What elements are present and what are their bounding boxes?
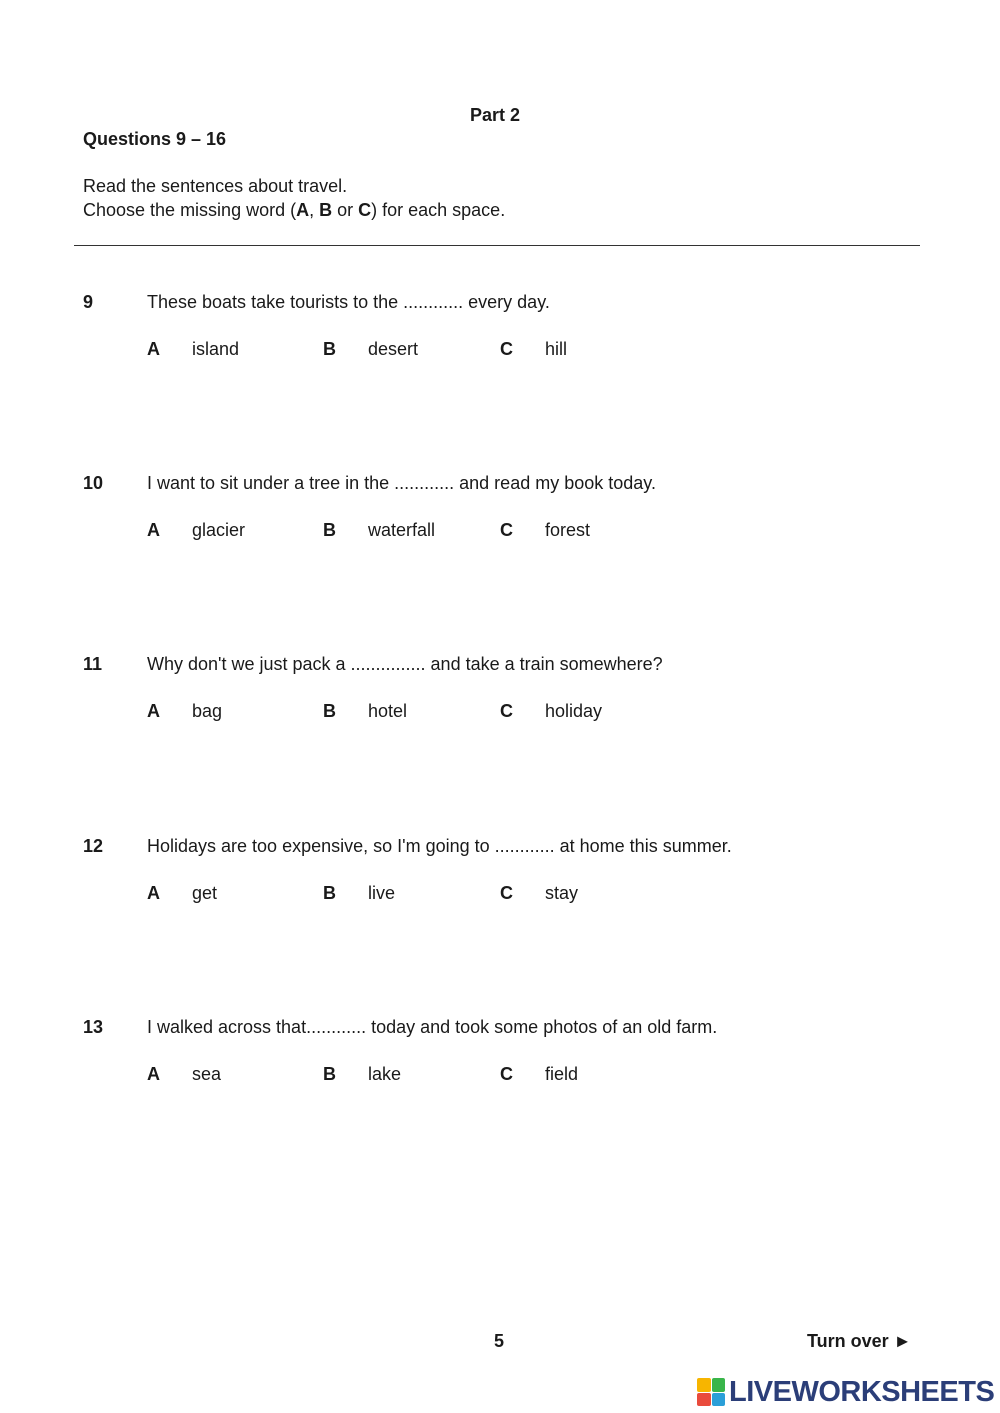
- question-number: 11: [83, 654, 103, 674]
- option-text: lake: [368, 1064, 402, 1084]
- question-text: These boats take tourists to the ............ every day.: [147, 292, 550, 312]
- instruction-text: ,: [309, 200, 320, 220]
- option-text: holiday: [545, 701, 603, 721]
- questions-range: Questions 9 – 16: [83, 129, 227, 149]
- question-number: 12: [83, 836, 104, 856]
- option-text: waterfall: [368, 520, 436, 540]
- option-letter: C: [500, 520, 513, 540]
- option-b-ref: B: [319, 200, 333, 220]
- option-letter: B: [323, 701, 336, 721]
- instruction-text: or: [332, 200, 359, 220]
- logo-text: LIVEWORKSHEETS: [729, 1375, 995, 1408]
- question-text: Why don't we just pack a ............... and take a train somewhere?: [147, 654, 663, 674]
- option-letter: C: [500, 701, 513, 721]
- instruction-text: ) for each space.: [371, 200, 506, 220]
- option-letter: B: [323, 339, 336, 359]
- option-letter: B: [323, 1064, 336, 1084]
- instruction-line-2: [83, 200, 505, 221]
- logo-square: [697, 1393, 711, 1407]
- part-title: Part 2: [469, 105, 521, 125]
- option-letter: C: [500, 1064, 513, 1084]
- option-letter: A: [147, 883, 160, 903]
- question-number: 9: [83, 292, 94, 312]
- option-letter: A: [147, 1064, 160, 1084]
- option-text: stay: [545, 883, 579, 903]
- turn-over-label: Turn over ►: [807, 1331, 912, 1351]
- question-text: I walked across that............ today and took some photos of an old farm.: [147, 1017, 718, 1037]
- option-text: hotel: [368, 701, 408, 721]
- logo-square: [712, 1378, 726, 1392]
- option-letter: B: [323, 520, 336, 540]
- option-letter: A: [147, 339, 160, 359]
- option-letter: B: [323, 883, 336, 903]
- question-text: I want to sit under a tree in the ............ and read my book today.: [147, 473, 656, 493]
- option-text: bag: [192, 701, 223, 721]
- question-number: 13: [83, 1017, 104, 1037]
- option-text: island: [192, 339, 240, 359]
- option-text: desert: [368, 339, 419, 359]
- logo-square: [697, 1378, 711, 1392]
- option-text: live: [368, 883, 396, 903]
- question-text: Holidays are too expensive, so I'm going to ............ at home this summer.: [147, 836, 732, 856]
- divider: [74, 245, 920, 246]
- option-text: field: [545, 1064, 579, 1084]
- page-number: 5: [494, 1331, 505, 1351]
- question-number: 10: [83, 473, 104, 493]
- option-c-ref: C: [358, 200, 372, 220]
- option-text: forest: [545, 520, 591, 540]
- option-text: sea: [192, 1064, 222, 1084]
- liveworksheets-logo: [697, 1376, 994, 1408]
- instruction-text: Choose the missing word (: [83, 200, 297, 220]
- option-letter: C: [500, 883, 513, 903]
- logo-mark-icon: [697, 1378, 725, 1406]
- option-text: get: [192, 883, 218, 903]
- option-a-ref: A: [296, 200, 310, 220]
- option-text: glacier: [192, 520, 246, 540]
- instruction-line-1: Read the sentences about travel.: [83, 176, 348, 196]
- option-letter: C: [500, 339, 513, 359]
- option-letter: A: [147, 520, 160, 540]
- option-text: hill: [545, 339, 568, 359]
- logo-square: [712, 1393, 726, 1407]
- option-letter: A: [147, 701, 160, 721]
